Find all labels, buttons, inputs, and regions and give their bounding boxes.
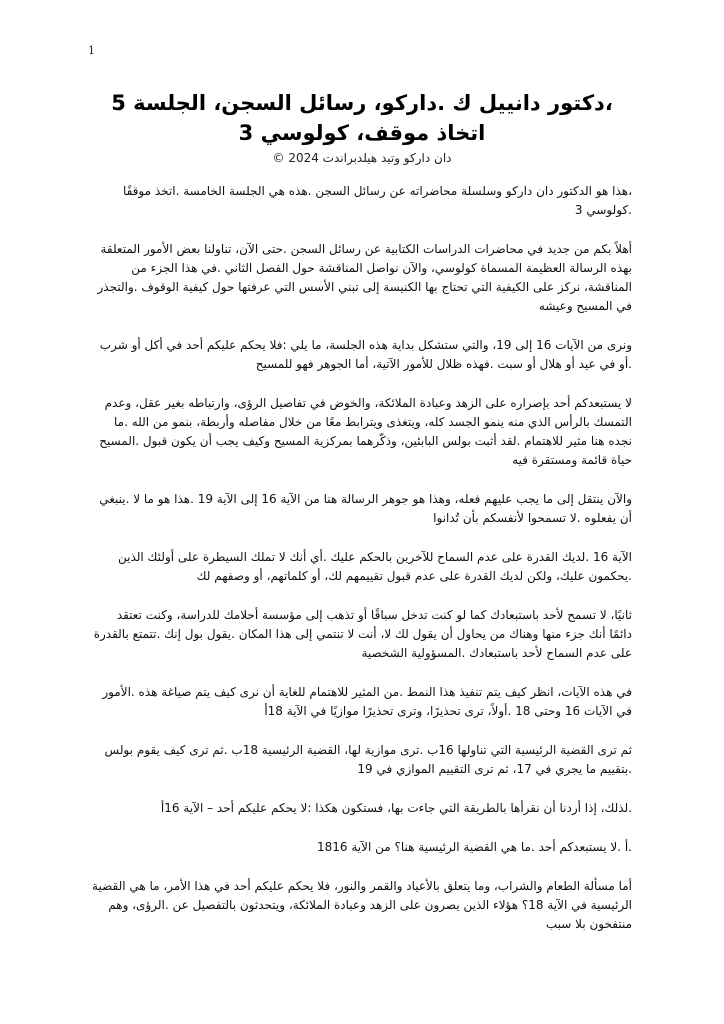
paragraph: ،هذا هو الدكتور دان داركو وسلسلة محاضراته عن رسائل السجن .هذه هي الجلسة الخامسة .اتخذ موقفًا .كولوسي 3 [122,184,632,217]
paragraph: ثم ترى القضية الرئيسية التي تناولها 16ب .ترى موازية لها، القضية الرئيسية 18ب .ثم ترى كيف يقوم بولس .بتقييم ما يجري في 17، ثم ترى التقييم الموازي في 19 [104,743,632,776]
paragraph: أهلاً بكم من جديد في محاضرات الدراسات الكتابية عن رسائل السجن .حتى الآن، تناولنا بعض الأمور المتعلقة بهذه الرسالة العظيمة المسماة كولوسي، والآن نواصل المناقشة حول الفصل الثاني .في هذا الجزء من المناقشة، نركز على الكيفية التي تحتاج بها الكنيسة إلى تبني الأسس التي عرفتها حول كيفية الوقوف .والتجذر في المسيح وعيشه [97,242,632,313]
title-line-1: ،دكتور دانييل ك .داركو، رسائل السجن، الجلسة 5 [111,91,613,115]
paragraph: ونرى من الآيات 16 إلى 19، والتي ستشكل بداية هذه الجلسة، ما يلي :فلا يحكم عليكم أحد في أكل أو شرب .أو في عيد أو هلال أو سبت .فهذه ظلال للأمور الآتية، أما الجوهر فهو للمسيح [99,338,632,371]
paragraph: .أ .لا يستبعدكم أحد .ما هي القضية الرئيسية هنا؟ من الآية 1816 [316,840,632,854]
paragraph: والآن ينتقل إلى ما يجب عليهم فعله، وهذا هو جوهر الرسالة هنا من الآية 16 إلى الآية 19 .هذا هو ما لا .ينبغي أن يفعلوه .لا تسمحوا لأنفسكم بأن تُدانوا [99,492,632,525]
paragraph: أما مسألة الطعام والشراب، وما يتعلق بالأعياد والقمر والنور، فلا يحكم عليكم أحد في هذا الأمر، ما هي القضية الرئيسية في الآية 18؟ هؤلاء الذين يصرون على الزهد وعبادة الملائكة، ويتحدثون بالتفصيل عن .الرؤى، وهم منتفخون بلا سبب [92,879,632,931]
paragraph: لا يستبعدكم أحد بإصراره على الزهد وعبادة الملائكة، والخوض في تفاصيل الرؤى، وارتباطه بغير عقل، وعدم التمسك بالرأس الذي منه ينمو الجسد كله، ويتغذى ويترابط معًا من خلال مفاصله وأربطة، بنمو من الله .ما نجده هنا مثير للاهتمام .لقد أثبت بولس البابئين، وذكّرهما بمركزية المسيح وكيف يجب أن يكون قبول .المسيح حياة قائمة ومستقرة فيه [99,396,632,467]
paragraph: .لذلك، إذا أردنا أن نقرأها بالطريقة التي جاءت بها، فستكون هكذا :لا يحكم عليكم أحد – الآية 16أ [160,801,632,815]
paragraph: ثانيًا، لا تسمح لأحد باستبعادك كما لو كنت تدخل سباقًا أو تذهب إلى مؤسسة أحلامك للدراسة، وكنت تعتقد دائمًا أنك جزء منها وهناك من يحاول أن يقول لك لا، أنت لا تنتمي إلى هذا المكان .يقول بول إنك .تتمتع بالقدرة على عدم السماح لأحد باستبعادك .المسؤولية الشخصية [93,608,632,660]
document-body [92,182,632,954]
document-header [60,88,664,166]
copyright-line: دان داركو وتيد هيلدبراندت 2024 © [272,151,452,165]
page-number: 1 [88,44,95,57]
title-line-2: اتخاذ موقف، كولوسي 3 [238,121,486,145]
paragraph: الآية 16 .لديك القدرة على عدم السماح للآخرين بالحكم عليك .أي أنك لا تملك السيطرة على أولئك الذين .يحكمون عليك، ولكن لديك القدرة على عدم قبول تقييمهم لك، أو كلماتهم، أو وصفهم لك [117,550,632,583]
paragraph: في هذه الآيات، انظر كيف يتم تنفيذ هذا النمط .من المثير للاهتمام للغاية أن نرى كيف يتم صياغة هذه .الأمور في الآيات 16 وحتى 18 .أولاً، ترى تحذيرًا، وترى تحذيرًا موازيًا في الآية 18أ [102,685,632,718]
